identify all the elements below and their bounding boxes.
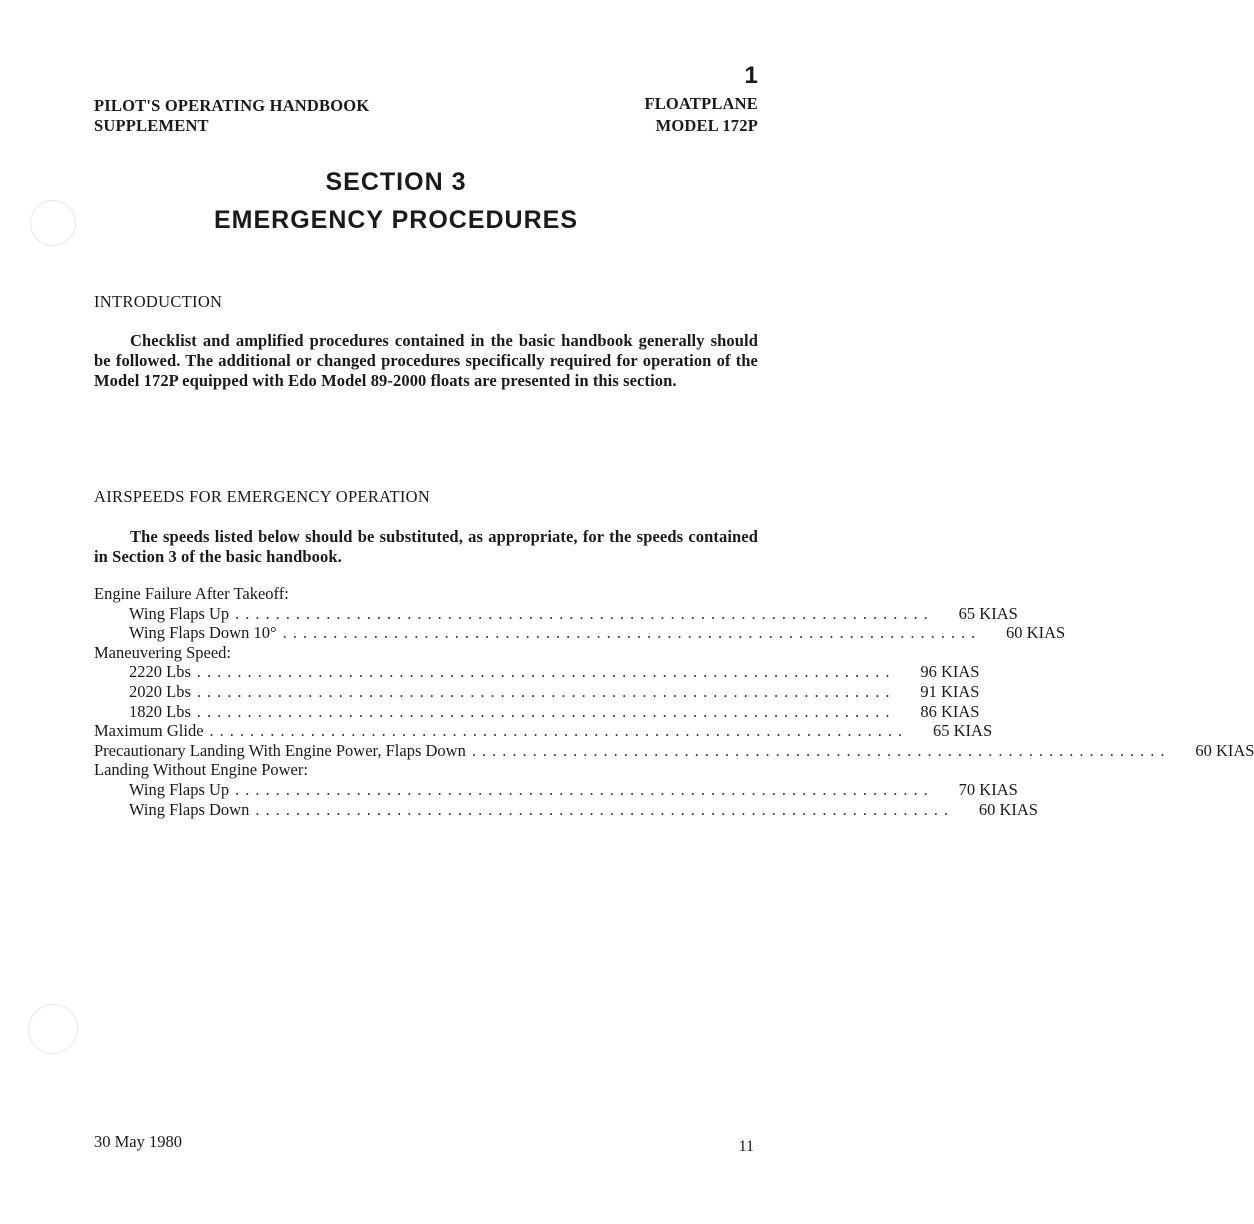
item-label: 2220 Lbs — [129, 662, 191, 682]
item-value: 65 KIAS — [958, 603, 1018, 623]
scan-artifact — [28, 1004, 78, 1054]
airspeeds-text: The speeds listed below should be substituted, as appropriate, for the speeds contained in Section 3 of the basic handbook. — [94, 527, 758, 566]
list-item — [94, 760, 758, 780]
header-right-line2: MODEL 172P — [655, 116, 758, 135]
item-label: 2020 Lbs — [129, 681, 191, 701]
leader-dots: ..................................................................... — [235, 779, 934, 799]
list-item — [94, 721, 993, 741]
leader-dots: ..................................................................... — [196, 701, 896, 721]
list-item — [94, 799, 1038, 820]
introduction-body — [94, 331, 758, 391]
leader-dots: ..................................................................... — [471, 740, 1171, 760]
introduction-text: Checklist and amplified procedures contained in the basic handbook generally should be followed. The additional or changed procedures specifically required for operation of the Model 172P equipped with Edo Model 89-2000 floats are presented in this section. — [94, 331, 758, 390]
page-marker: 1 — [744, 62, 758, 89]
airspeeds-body — [94, 527, 758, 567]
header-left-line2: SUPPLEMENT — [94, 116, 209, 135]
list-item — [94, 643, 758, 663]
leader-dots: ..................................................................... — [282, 623, 982, 643]
item-value: 65 KIAS — [933, 721, 993, 741]
leader-dots: ..................................................................... — [209, 721, 909, 741]
airspeeds-heading: AIRSPEEDS FOR EMERGENCY OPERATION — [94, 487, 431, 506]
list-item — [94, 681, 980, 702]
leader-dots: ..................................................................... — [255, 799, 954, 819]
item-value: 96 KIAS — [920, 662, 980, 682]
introduction-heading: INTRODUCTION — [94, 292, 223, 311]
item-label: Wing Flaps Up — [129, 779, 230, 799]
item-value: 60 KIAS — [1006, 623, 1066, 643]
footer-date: 30 May 1980 — [94, 1132, 182, 1151]
list-item — [94, 584, 758, 604]
airspeed-list — [94, 584, 1254, 819]
item-label: Wing Flaps Down — [129, 799, 250, 819]
section-title: EMERGENCY PROCEDURES — [213, 206, 579, 234]
leader-dots: ..................................................................... — [196, 662, 896, 682]
list-item — [94, 779, 1018, 800]
item-label: 1820 Lbs — [129, 701, 191, 721]
item-label: Wing Flaps Down 10° — [129, 623, 277, 643]
list-item — [94, 662, 980, 682]
list-item — [94, 623, 1066, 643]
footer-page-number: 11 — [738, 1138, 754, 1155]
item-label: Landing Without Engine Power: — [94, 760, 308, 780]
item-value: 60 KIAS — [1195, 740, 1254, 760]
item-value: 60 KIAS — [978, 799, 1038, 819]
section-number: SECTION 3 — [325, 168, 467, 196]
leader-dots: ..................................................................... — [196, 681, 896, 701]
leader-dots: ..................................................................... — [235, 603, 934, 623]
item-value: 70 KIAS — [958, 779, 1018, 799]
item-label: Wing Flaps Up — [129, 603, 230, 623]
header-left-line1: PILOT'S OPERATING HANDBOOK — [94, 96, 370, 115]
item-label: Precautionary Landing With Engine Power, Flaps Down — [94, 740, 466, 760]
item-value: 86 KIAS — [920, 701, 980, 721]
item-value: 91 KIAS — [920, 681, 980, 701]
header-right-line1: FLOATPLANE — [644, 94, 758, 113]
list-item — [94, 701, 980, 722]
list-item — [94, 740, 1254, 761]
list-item — [94, 603, 1018, 624]
item-label: Maximum Glide — [94, 721, 204, 741]
item-label: Engine Failure After Takeoff: — [94, 584, 289, 603]
item-label: Maneuvering Speed: — [94, 642, 232, 662]
